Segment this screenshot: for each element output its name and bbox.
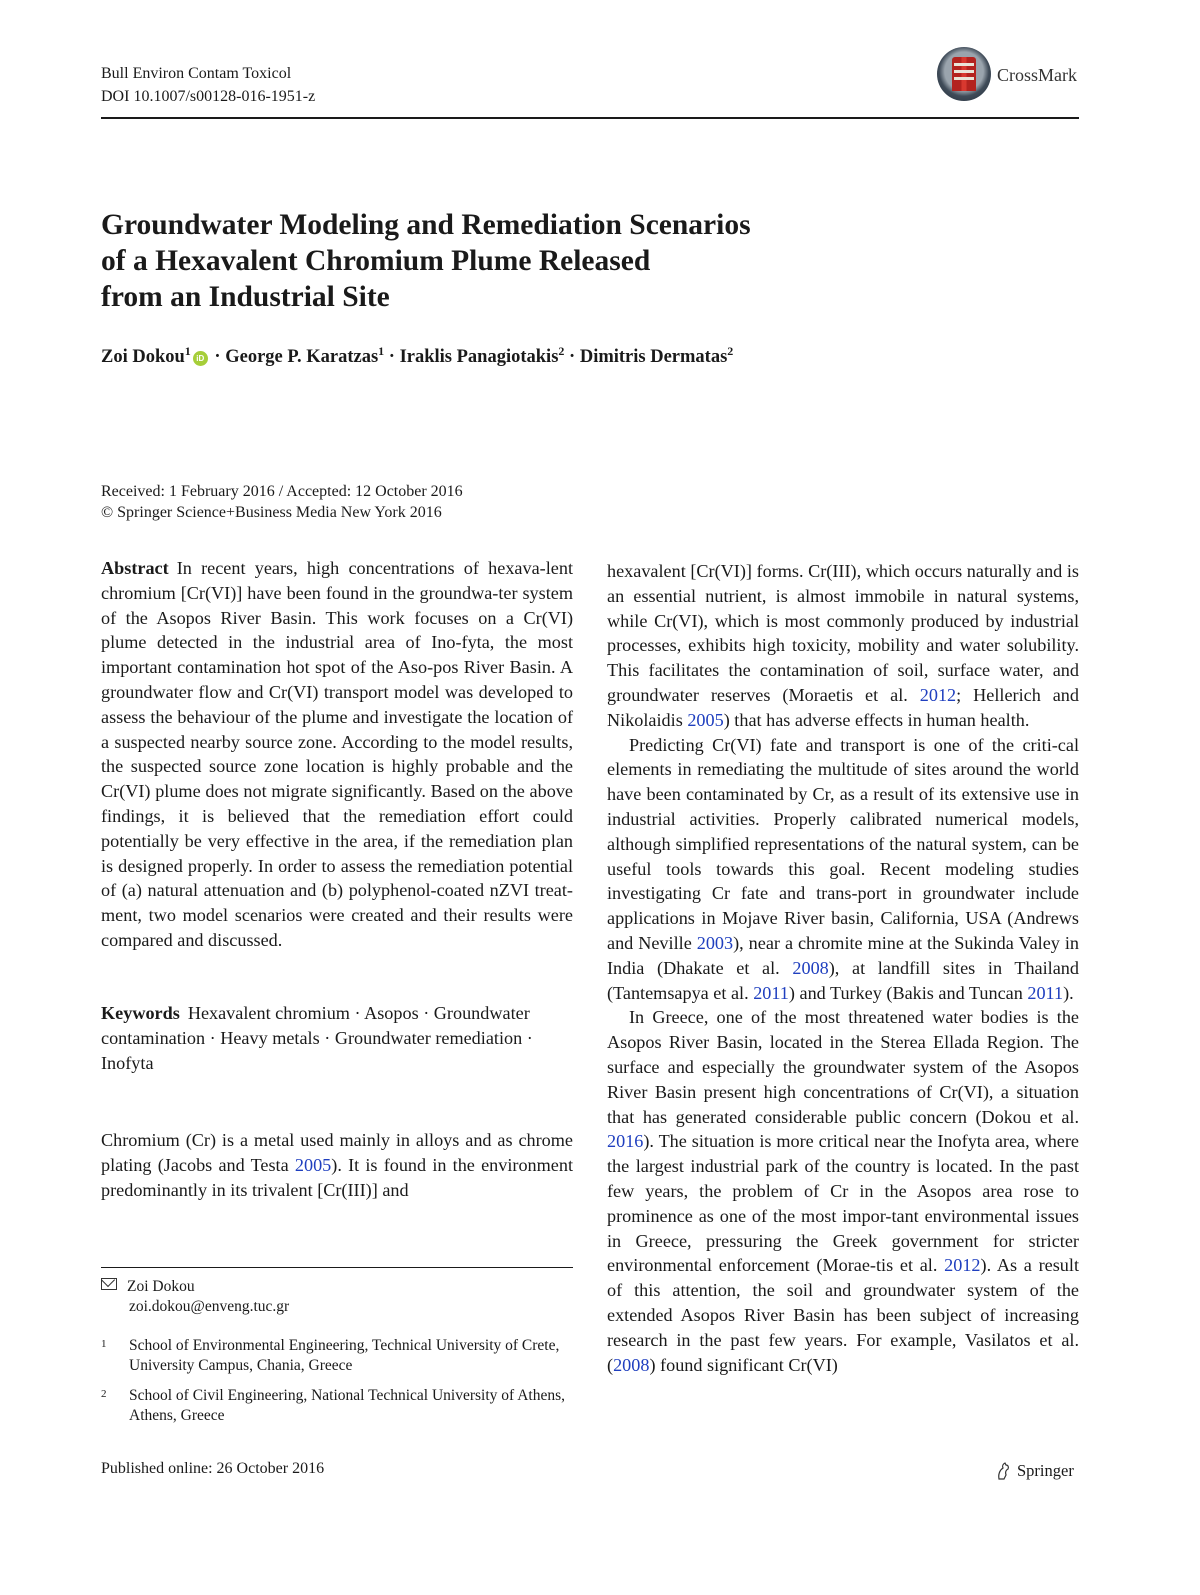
affiliation-number: 2 <box>101 1388 107 1400</box>
citation-link[interactable]: 2003 <box>696 932 734 953</box>
body-text: ). <box>1063 982 1074 1003</box>
body-text: ), at landfill sites in Thailand (Tantemsapya et al. <box>607 957 1079 1003</box>
body-text: In Greece, one of the most threatened water bodies is the Asopos River Basin, located in the Sterea Ellada Region. The surface and especially the groundwater system of the Asopos River Basin present high concentrations of Cr(VI), a situation that has generated considerable public concern (Dokou et al. <box>607 1007 1079 1127</box>
author-separator: · <box>564 347 580 368</box>
received-accepted: Received: 1 February 2016 / Accepted: 12 October 2016 <box>101 483 463 500</box>
body-text: ; Hellerich and Nikolaidis <box>607 684 1079 730</box>
published-online: Published online: 26 October 2016 <box>101 1460 325 1477</box>
citation-link[interactable]: 2005 <box>687 709 724 730</box>
corresponding-author <box>101 1277 289 1317</box>
body-text: ). The situation is more critical near the Inofyta area, where the largest industrial park of the country is located. In the past few years, the problem of Cr in the Asopos area rose to prominence as one of the most impor-tant environmental issues in Greece, pressuring the Greek government for stricter environmental enforcement (Morae-tis et al. <box>607 1131 1079 1276</box>
keywords <box>101 1001 573 1075</box>
doi[interactable]: DOI 10.1007/s00128-016-1951-z <box>101 88 316 105</box>
citation-link[interactable]: 2016 <box>607 1131 644 1152</box>
body-text: hexavalent [Cr(VI)] forms. Cr(III), which occurs naturally and is an essential nutrient, is almost immobile in natural systems, while Cr(VI), which is most commonly produced by industrial processes, exhibits high toxicity, mobility and water solubility. This facilitates the contamination of soil, surface water, and groundwater reserves (Moraetis et al. <box>607 561 1079 705</box>
affiliation-text: School of Civil Engineering, National Technical University of Athens, Athens, Greece <box>129 1387 565 1424</box>
author-name[interactable]: Zoi Dokou <box>101 347 185 368</box>
author-affiliation-mark: 1 <box>378 344 385 358</box>
orcid-icon[interactable]: iD <box>193 351 208 366</box>
crossmark-label: CrossMark <box>997 65 1077 85</box>
author-name[interactable]: Dimitris Dermatas <box>579 347 728 368</box>
citation-link[interactable]: 2008 <box>613 1354 650 1375</box>
body-text: ) that has adverse effects in human health. <box>723 709 1030 730</box>
body-text: ). It is found in the environment predominantly in its trivalent [Cr(III)] and <box>101 1154 573 1200</box>
body-text: ), near a chromite mine at the Sukinda Valey in India (Dhakate et al. <box>607 932 1079 978</box>
keywords-label: Keywords <box>101 1003 180 1023</box>
title-line: Groundwater Modeling and Remediation Scenarios <box>101 209 751 241</box>
author-separator: · <box>384 347 400 368</box>
paragraph <box>607 559 1079 733</box>
publisher-logo[interactable] <box>995 1461 1074 1481</box>
body-text: ) and Turkey (Bakis and Tuncan <box>788 982 1028 1003</box>
citation-link[interactable]: 2011 <box>753 982 789 1003</box>
affiliation-text: School of Environmental Engineering, Technical University of Crete, University Campus, Chania, Greece <box>129 1337 560 1374</box>
body-text: Chromium (Cr) is a metal used mainly in alloys and as chrome plating (Jacobs and Testa <box>101 1130 573 1175</box>
author-separator: · <box>209 347 226 368</box>
crossmark-badge[interactable] <box>937 47 1087 107</box>
body-text: ) found significant Cr(VI) <box>649 1354 838 1375</box>
mail-icon <box>101 1278 117 1290</box>
paragraph <box>607 733 1079 1006</box>
intro-paragraph <box>101 1128 573 1202</box>
abstract <box>101 556 573 953</box>
springer-horse-icon <box>995 1461 1011 1481</box>
citation-link[interactable]: 2005 <box>294 1154 332 1175</box>
body-text: ). As a result of this attention, the soil and groundwater system of the extended Asopos River Basin has been subject of increasing research in the past few years. For example, Vasilatos et al. ( <box>607 1255 1079 1375</box>
abstract-text: In recent years, high concentrations of hexava-lent chromium [Cr(VI)] have been found in the groundwa-ter system of the Asopos River Basin. This work focuses on a Cr(VI) plume detected in the industrial area of Ino-fyta, the most important contamination hot spot of the Aso-pos River Basin. A groundwater flow and Cr(VI) transport model was developed to assess the behaviour of the plume and investigate the location of a suspected nearby source zone. According to the model results, the suspected source zone location is highly probable and the Cr(VI) plume does not migrate significantly. Based on the above findings, it is believed that the remediation effort could potentially be very effective in the area, if the remediation plan is designed properly. In order to assess the remediation potential of (a) natural attenuation and (b) polyphenol-coated nZVI treat-ment, two model scenarios were created and their results were compared and discussed. <box>101 558 573 950</box>
title-line: from an Industrial Site <box>101 281 390 313</box>
citation-link[interactable]: 2012 <box>944 1255 981 1276</box>
crossmark-icon <box>937 47 991 101</box>
author-affiliation-mark: 1 <box>184 344 191 358</box>
citation-link[interactable]: 2011 <box>1027 982 1064 1003</box>
author-list <box>101 344 733 368</box>
citation-link[interactable]: 2012 <box>919 684 957 705</box>
author-affiliation-mark: 2 <box>727 344 734 358</box>
article-title <box>101 207 861 315</box>
publisher-name: Springer <box>1017 1461 1074 1480</box>
copyright: © Springer Science+Business Media New York 2016 <box>101 504 442 521</box>
abstract-label: Abstract <box>101 558 169 578</box>
affiliation-number: 1 <box>101 1338 107 1350</box>
journal-header <box>101 62 315 108</box>
footnote-rule <box>101 1267 573 1268</box>
paragraph <box>607 1005 1079 1377</box>
author-affiliation-mark: 2 <box>558 344 565 358</box>
journal-name: Bull Environ Contam Toxicol <box>101 65 292 82</box>
contact-name: Zoi Dokou <box>127 1278 195 1295</box>
author-name[interactable]: George P. Karatzas <box>225 347 379 368</box>
right-column <box>607 559 1079 1377</box>
citation-link[interactable]: 2008 <box>792 957 829 978</box>
contact-email[interactable]: zoi.dokou@enveng.tuc.gr <box>129 1298 290 1315</box>
title-line: of a Hexavalent Chromium Plume Released <box>101 245 651 277</box>
header-rule <box>101 117 1079 119</box>
author-name[interactable]: Iraklis Panagiotakis <box>399 347 559 368</box>
body-text: Predicting Cr(VI) fate and transport is one of the criti-cal elements in remediating the multitude of sites around the world have been contaminated by Cr, as a result of its extensive use in industrial activities. Properly calibrated numerical models, although simplified representations of the natural system, can be useful tools towards this goal. Recent modeling studies investigating Cr fate and trans-port in groundwater include applications in Mojave River basin, California, USA (Andrews and Neville <box>607 734 1079 953</box>
publication-dates <box>101 481 463 523</box>
keywords-text: Hexavalent chromium · Asopos · Groundwater contamination · Heavy metals · Groundwater remediation · Inofyta <box>101 1003 533 1073</box>
